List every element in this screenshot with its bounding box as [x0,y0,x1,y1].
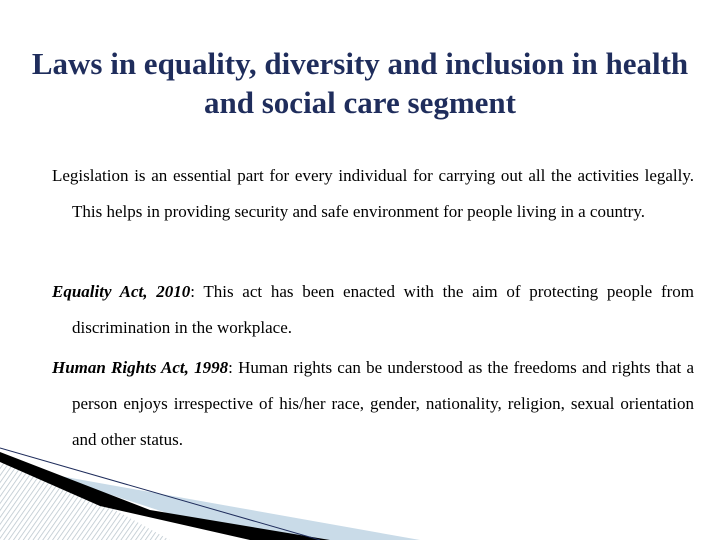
intro-paragraph: Legislation is an essential part for every individual for carrying out all the activities legally. This helps in providing security and safe environment for people living in a country. [52,166,694,221]
equality-act-paragraph [52,274,694,346]
human-rights-act-paragraph [52,350,694,458]
act-description: : Human rights can be understood as the freedoms and rights that a person enjoys irrespective of his/her race, gender, nationality, religion, sexual orientation and other status. [72,358,694,449]
act-name: Human Rights Act, 1998 [52,358,229,377]
act-description: : This act has been enacted with the aim of protecting people from discrimination in the workplace. [72,282,694,337]
slide-title: Laws in equality, diversity and inclusion in health and social care segment [31,46,689,120]
act-name: Equality Act, 2010 [52,282,191,301]
slide-body [52,158,694,462]
